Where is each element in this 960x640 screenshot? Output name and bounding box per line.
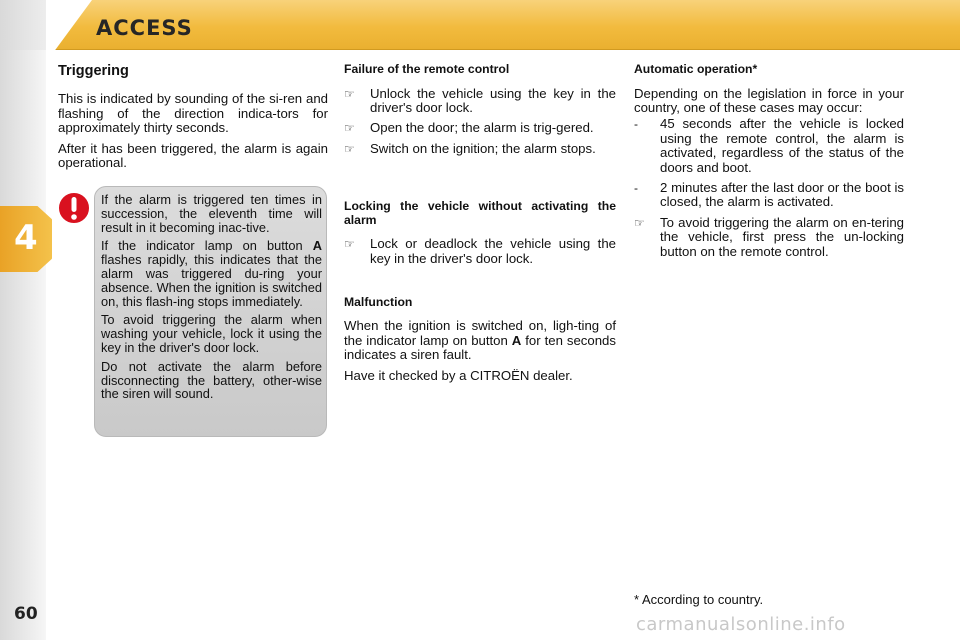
list-item <box>344 142 616 156</box>
list-item <box>344 87 616 116</box>
list-item-text: Open the door; the alarm is trig-gered. <box>370 120 594 136</box>
warning-paragraph: Do not activate the alarm before disconnecting the battery, other-wise the siren will sound. <box>101 358 322 402</box>
hand-pointer-icon: ☞ <box>344 86 355 101</box>
text-span: flashes rapidly, this indicates that the alarm was triggered du-ring your absence. When the ignition is switched on, this flash-ing stops immediately. <box>101 252 322 309</box>
text-span: When the ignition is switched on, ligh-ting of the indicator lamp on button <box>344 318 616 348</box>
button-a-label: A <box>511 332 522 348</box>
hand-pointer-icon: ☞ <box>344 141 355 156</box>
warning-paragraph <box>101 239 322 308</box>
list-item-text: Unlock the vehicle using the key in the driver's door lock. <box>370 85 616 115</box>
paragraph: Depending on the legislation in force in your country, one of these cases may occur: <box>634 85 904 115</box>
paragraph: Have it checked by a CITROËN dealer. <box>344 367 573 383</box>
list-item-text: Lock or deadlock the vehicle using the key in the driver's door lock. <box>370 236 616 266</box>
column-triggering <box>58 62 328 176</box>
list-item <box>634 216 904 259</box>
warning-text <box>101 193 322 406</box>
heading-locking-without-alarm: Locking the vehicle without activating the alarm <box>344 199 616 227</box>
column-automatic-operation <box>634 62 904 265</box>
list-item <box>634 181 904 210</box>
warning-icon <box>56 190 92 226</box>
paragraph: This is indicated by sounding of the si-ren and flashing of the direction indica-tors for approximately thirty seconds. <box>58 91 328 136</box>
heading-remote-failure: Failure of the remote control <box>344 62 510 76</box>
side-margin <box>0 0 46 640</box>
heading-malfunction: Malfunction <box>344 294 413 309</box>
section-title: ACCESS <box>96 16 193 40</box>
heading-triggering: Triggering <box>58 63 129 79</box>
paragraph <box>344 319 616 362</box>
button-a-label: A <box>312 238 322 254</box>
list-item <box>344 237 616 266</box>
warning-paragraph: To avoid triggering the alarm when washing your vehicle, lock it using the key in the driver's door lock. <box>101 312 322 355</box>
heading-automatic-operation: Automatic operation* <box>634 62 758 76</box>
list-item-text: 45 seconds after the vehicle is locked using the remote control, the alarm is activated, regardless of the status of the doors and boot. <box>660 116 904 175</box>
text-span: for ten seconds indicates a siren fault. <box>344 332 616 363</box>
list-item <box>634 117 904 175</box>
dash-marker: - <box>634 117 638 132</box>
paragraph: After it has been triggered, the alarm is again operational. <box>58 140 328 171</box>
hand-pointer-icon: ☞ <box>344 121 355 136</box>
hand-pointer-icon: ☞ <box>344 237 355 252</box>
list-item-text: Switch on the ignition; the alarm stops. <box>370 140 596 156</box>
list-item-text: To avoid triggering the alarm on en-tering the vehicle, first press the un-locking button on the remote control. <box>660 214 904 259</box>
chapter-number: 4 <box>14 218 38 258</box>
dash-marker: - <box>634 180 638 195</box>
header-notch-fade <box>0 0 46 50</box>
page-number: 60 <box>14 604 38 624</box>
hand-pointer-icon: ☞ <box>634 215 645 230</box>
list-item-text: 2 minutes after the last door or the boot is closed, the alarm is activated. <box>660 179 904 210</box>
text-span: If the indicator lamp on button <box>101 238 313 254</box>
warning-paragraph: If the alarm is triggered ten times in succession, the eleventh time will result in it becoming inac-tive. <box>101 192 322 235</box>
column-remote-failure <box>344 62 616 389</box>
watermark: carmanualsonline.info <box>636 614 846 635</box>
footnote: * According to country. <box>634 592 764 607</box>
list-item <box>344 121 616 135</box>
